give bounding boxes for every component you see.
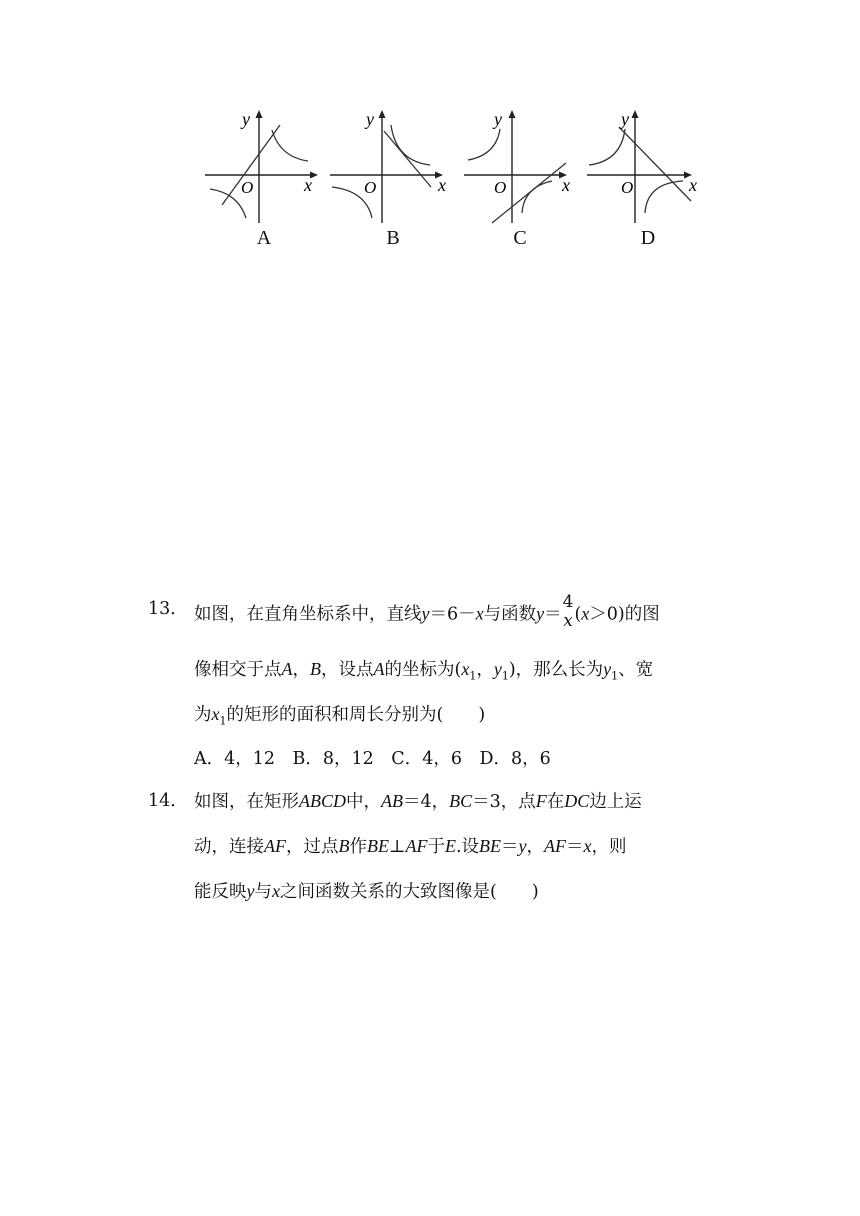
graph-b-plot xyxy=(328,105,458,230)
x-axis-label: x xyxy=(689,175,697,195)
origin-label: O xyxy=(494,178,507,197)
var-x: x xyxy=(211,704,220,724)
var-x: x xyxy=(583,836,592,856)
text: 与 xyxy=(254,882,272,902)
text: ⊥ xyxy=(389,837,406,857)
graph-d-label: D xyxy=(640,227,656,249)
text: )，那么长为 xyxy=(508,660,604,680)
rect-abcd: ABCD xyxy=(299,791,346,811)
subscript: 1 xyxy=(611,669,619,683)
y-axis-label: y xyxy=(366,109,374,129)
subscript: 1 xyxy=(469,669,477,683)
text: ，设点 xyxy=(321,660,374,680)
question-number: 13． xyxy=(148,599,188,619)
var-y: y xyxy=(421,603,430,624)
question-line-3 xyxy=(194,878,539,905)
point-e: E xyxy=(444,836,456,856)
y-axis-arrow xyxy=(509,110,516,118)
text: ＝ xyxy=(544,604,562,625)
x-axis-label: x xyxy=(562,175,570,195)
text: ＝3，点 xyxy=(472,792,536,812)
y-axis-label: y xyxy=(621,109,629,129)
graph-d xyxy=(585,105,715,265)
segment-bc: BC xyxy=(449,791,473,811)
text: ，则 xyxy=(591,837,627,857)
question-line-2 xyxy=(194,656,653,690)
text: 的坐标为( xyxy=(384,660,462,680)
y-axis-arrow xyxy=(632,110,639,118)
text: 中， xyxy=(346,792,381,812)
answer-graphs xyxy=(200,105,720,265)
point-b: B xyxy=(338,836,350,856)
text: 为 xyxy=(194,705,212,725)
segment-ab: AB xyxy=(381,791,403,811)
linear-function-line xyxy=(384,131,431,187)
text: 如图，在直角坐标系中，直线 xyxy=(194,604,422,625)
text: 边上运 xyxy=(589,792,642,812)
y-axis-label: y xyxy=(242,109,250,129)
hyperbola-branch-2 xyxy=(589,129,625,165)
text: ＝6－ xyxy=(429,604,476,625)
graph-c-label: C xyxy=(513,227,527,249)
graph-b xyxy=(328,105,458,265)
origin-label: O xyxy=(621,178,634,197)
graph-b-label: B xyxy=(386,227,400,249)
y-axis-label: y xyxy=(494,109,502,129)
text: ，过点 xyxy=(286,837,339,857)
hyperbola-branch-1 xyxy=(272,130,308,161)
subscript: 1 xyxy=(501,669,509,683)
text: 的矩形的面积和周长分别为( ) xyxy=(226,705,486,725)
answer-options: A．4，12 B．8，12 C．4，6 D．8，6 xyxy=(194,749,551,769)
var-y: y xyxy=(246,881,255,901)
question-line-3 xyxy=(194,701,485,735)
text: 在 xyxy=(546,792,565,812)
graph-c-plot xyxy=(462,105,592,230)
fraction-numerator: 4 xyxy=(562,592,574,612)
point-f: F xyxy=(535,791,547,811)
segment-dc: DC xyxy=(564,791,590,811)
question-line-1 xyxy=(194,788,642,815)
text: 如图，在矩形 xyxy=(194,792,299,812)
segment-af: AF xyxy=(544,836,567,856)
text: ， xyxy=(292,660,310,680)
y-axis-arrow xyxy=(256,110,263,118)
text: 动，连接 xyxy=(194,837,264,857)
text: 像相交于点 xyxy=(194,660,282,680)
x-axis-label: x xyxy=(304,175,312,195)
text: 作 xyxy=(349,837,367,857)
point-b: B xyxy=(310,659,321,679)
text: ＝4， xyxy=(403,792,450,812)
var-x: x xyxy=(461,659,470,679)
text: 于 xyxy=(427,837,445,857)
text: ， xyxy=(526,837,545,857)
hyperbola-branch-1 xyxy=(391,125,430,165)
segment-af: AF xyxy=(405,836,428,856)
text: 与函数 xyxy=(483,604,537,625)
text: 、宽 xyxy=(618,660,654,680)
graph-a xyxy=(200,105,330,265)
text: ( xyxy=(574,604,582,625)
question-13 xyxy=(148,590,738,770)
graph-c xyxy=(462,105,592,265)
text: .设 xyxy=(455,837,480,857)
origin-label: O xyxy=(364,178,377,197)
graph-a-plot xyxy=(200,105,330,230)
hyperbola-branch-4 xyxy=(645,181,683,213)
text: 能反映 xyxy=(194,882,247,902)
point-a: A xyxy=(281,659,293,679)
text: ＞0)的图 xyxy=(589,604,660,625)
question-line-2 xyxy=(194,833,627,860)
y-axis-arrow xyxy=(379,110,386,118)
graph-d-plot xyxy=(585,105,715,230)
point-a: A xyxy=(373,659,385,679)
hyperbola-branch-2 xyxy=(468,129,500,160)
question-number: 14． xyxy=(148,791,188,811)
graph-a-label: A xyxy=(256,227,272,249)
fraction-denominator: x xyxy=(563,611,573,631)
x-axis-label: x xyxy=(438,175,446,195)
text: ， xyxy=(476,660,494,680)
origin-label: O xyxy=(241,178,254,197)
segment-be: BE xyxy=(479,836,502,856)
question-14 xyxy=(148,788,738,908)
subscript: 1 xyxy=(219,714,227,728)
text: 之间函数关系的大致图像是( ) xyxy=(280,882,539,902)
segment-af: AF xyxy=(264,836,286,856)
var-y: y xyxy=(493,659,502,679)
var-x: x xyxy=(475,603,484,624)
text: ＝ xyxy=(566,837,584,857)
text: ＝ xyxy=(501,837,519,857)
fraction xyxy=(563,593,574,631)
var-x: x xyxy=(272,881,280,901)
var-y: y xyxy=(518,836,527,856)
var-y: y xyxy=(603,659,612,679)
var-y: y xyxy=(536,603,545,624)
var-x: x xyxy=(581,603,590,624)
segment-be: BE xyxy=(367,836,389,856)
question-line-1 xyxy=(194,592,660,634)
